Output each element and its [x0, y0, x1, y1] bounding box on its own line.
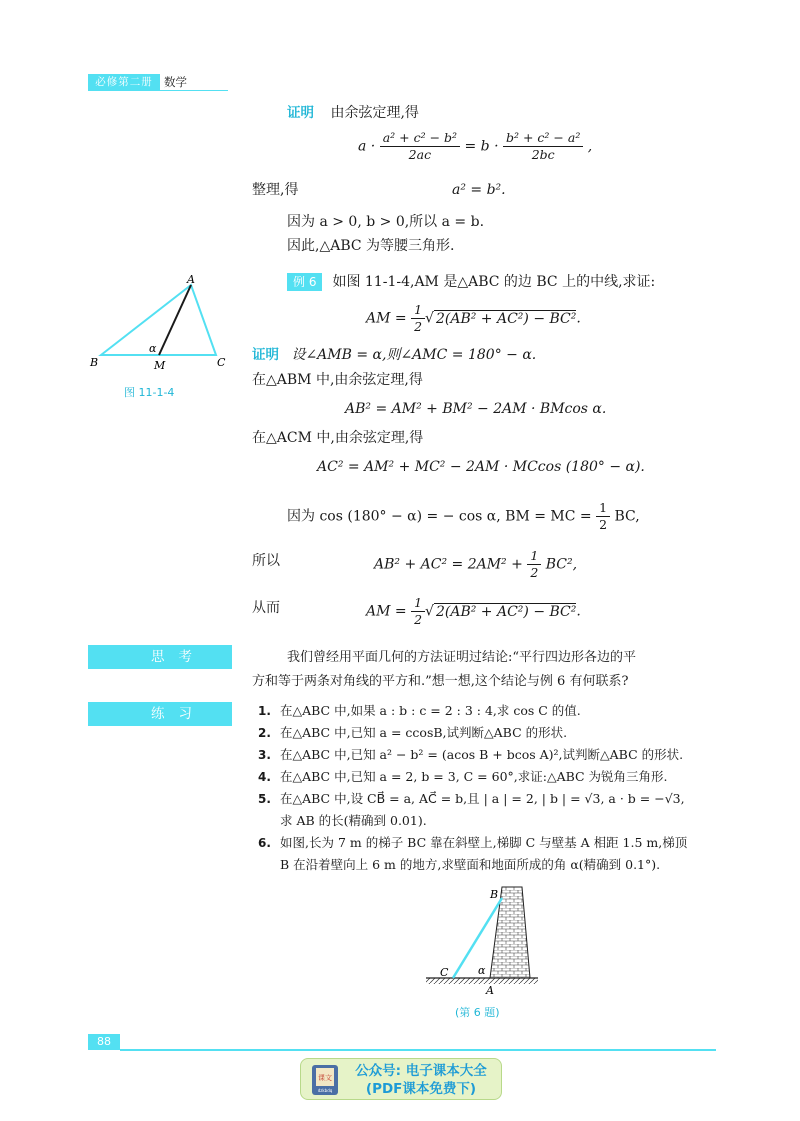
practice-item-1 [258, 700, 728, 722]
practice-item-3 [258, 744, 728, 766]
q6-label-a: A [486, 984, 494, 996]
label-m: M [154, 359, 166, 372]
q6-label-b: B [490, 888, 499, 901]
sqrt-body: 2(AB² + AC²) − BC² [435, 310, 577, 327]
formula-end: . [576, 310, 581, 327]
book-volume-tag: 必修第二册 [88, 74, 160, 90]
line6-b: BC, [614, 508, 640, 525]
proof2-line6 [287, 500, 640, 533]
fraction-1-num: a² + c² − b² [380, 130, 460, 147]
practice-text: 在△ABC 中,已知 a² − b² = (acos B + bcos A)²,试判断△ABC 的形状. [280, 747, 684, 762]
so-equation [374, 548, 577, 581]
so-num: 1 [527, 548, 541, 565]
practice-list [258, 700, 728, 876]
practice-item-2 [258, 722, 728, 744]
line6-num: 1 [596, 500, 610, 517]
hence-end: . [576, 603, 581, 620]
fraction-2-den: 2bc [531, 147, 555, 162]
practice-num: 2. [258, 726, 271, 740]
median-am [159, 285, 191, 355]
hence-label: 从而 [252, 600, 280, 616]
proof-label: 证明 [287, 105, 314, 121]
logo-text-top: 课文 [318, 1074, 332, 1082]
practice-text: 在△ABC 中,已知 a = 2, b = 3, C = 60°,求证:△ABC 为锐角三角形. [280, 769, 668, 784]
hence-num: 1 [411, 595, 425, 612]
practice-num: 6. [258, 836, 271, 850]
label-alpha: α [149, 342, 157, 355]
half-fraction [411, 302, 425, 335]
proof2-line4: 在△ACM 中,由余弦定理,得 [252, 430, 424, 446]
proof1-intro-line [287, 103, 419, 123]
watermark-banner [300, 1058, 502, 1100]
proof1-intro: 由余弦定理,得 [330, 105, 419, 121]
q6-label-c: C [440, 966, 449, 979]
proof1-equation [358, 130, 592, 163]
watermark-line1: 公众号: 电子课本大全 [355, 1063, 487, 1079]
practice-section-bar: 练习 [88, 702, 232, 726]
hence-left: AM = [366, 603, 407, 620]
practice-item-6 [258, 832, 728, 876]
watermark-text [343, 1062, 499, 1098]
fraction-1-den: 2ac [408, 147, 432, 162]
proof-label-2: 证明 [252, 347, 279, 363]
example6-formula: AM = $\frac{1}{2}$ √ 2(AB² + AC²) − BC². [366, 302, 581, 334]
label-c: C [217, 356, 226, 369]
line6-fraction [596, 500, 610, 533]
proof2-line1-text: 设∠AMB = α,则∠AMC = 180° − α. [291, 347, 537, 363]
q6-caption: (第 6 题) [455, 1006, 500, 1019]
book-logo-icon [311, 1064, 339, 1096]
practice-text-cont: B 在沿着壁向上 6 m 的地方,求壁面和地面所成的角 α(精确到 0.1°). [280, 857, 661, 872]
triangle-figure-11-1-4 [88, 272, 238, 372]
practice-text: 在△ABC 中,如果 a : b : c = 2 : 3 : 4,求 cos C 的值. [280, 703, 581, 718]
hence-den: 2 [414, 612, 423, 627]
practice-num: 1. [258, 704, 271, 718]
proof2-line5: AC² = AM² + MC² − 2AM · MCcos (180° − α). [317, 459, 645, 475]
fraction-2-num: b² + c² − a² [503, 130, 583, 147]
proof2-line3: AB² = AM² + BM² − 2AM · BMcos α. [345, 401, 607, 417]
think-section-bar: 思考 [88, 645, 232, 669]
q6-label-alpha: α [478, 964, 486, 977]
think-line1: 我们曾经用平面几何的方法证明过结论:“平行四边形各边的平 [287, 650, 637, 665]
so-den: 2 [530, 565, 539, 580]
practice-item-4 [258, 766, 728, 788]
eq-left: a · [358, 138, 376, 155]
half-num: 1 [411, 302, 425, 319]
subject-label: 数学 [164, 75, 187, 89]
practice-num: 4. [258, 770, 271, 784]
hence-sqrt-body: 2(AB² + AC²) − BC² [435, 603, 577, 620]
proof2-line1 [252, 345, 536, 365]
triangle-abc [101, 285, 216, 355]
line6-den: 2 [599, 517, 608, 532]
so-fraction [527, 548, 541, 581]
watermark-line2: (PDF课本免费下) [365, 1081, 477, 1097]
header-divider [88, 90, 228, 91]
since-line: 因为 a > 0, b > 0,所以 a = b. [287, 214, 485, 230]
example-tag: 例 6 [287, 273, 322, 291]
practice-num: 3. [258, 748, 271, 762]
page-number: 88 [88, 1034, 120, 1050]
footer-divider [120, 1049, 716, 1051]
half-den: 2 [414, 319, 423, 334]
hence-equation: AM = $\frac{1}{2}$ √ 2(AB² + AC²) − BC². [366, 595, 581, 627]
arrange-label: 整理,得 [252, 182, 299, 198]
so-eq-a: AB² + AC² = 2AM² + [374, 556, 523, 573]
logo-text-bottom: dzkbdq [317, 1088, 333, 1093]
think-line2: 方和等于两条对角线的平方和.”想一想,这个结论与例 6 有何联系? [252, 674, 629, 689]
label-b: B [90, 356, 99, 369]
formula-left: AM = [366, 310, 407, 327]
practice-text-cont: 求 AB 的长(精确到 0.01). [280, 813, 427, 828]
label-a: A [187, 273, 195, 286]
eq-end: , [587, 138, 593, 155]
proof2-line2: 在△ABM 中,由余弦定理,得 [252, 372, 423, 388]
practice-item-5 [258, 788, 728, 832]
therefore-line: 因此,△ABC 为等腰三角形. [287, 238, 455, 254]
hence-fraction [411, 595, 425, 628]
figure-caption-11-1-4: 图 11-1-4 [124, 386, 175, 399]
fraction-2 [503, 130, 583, 163]
fraction-1 [380, 130, 460, 163]
arrange-equation: a² = b². [452, 182, 506, 198]
so-eq-b: BC², [545, 556, 578, 573]
so-label: 所以 [252, 553, 280, 569]
ladder-wall-figure [420, 878, 550, 996]
example6-statement: 如图 11-1-4,AM 是△ABC 的边 BC 上的中线,求证: [332, 274, 656, 290]
example6-statement-line [287, 272, 655, 292]
practice-text: 如图,长为 7 m 的梯子 BC 靠在斜壁上,梯脚 C 与壁基 A 相距 1.5 m,梯顶 [280, 835, 688, 850]
practice-text: 在△ABC 中,设 CB⃗ = a, AC⃗ = b,且 | a | = 2, | b | = √3, a · b = −√3, [280, 791, 685, 806]
line6-a: 因为 cos (180° − α) = − cos α, BM = MC = [287, 508, 592, 525]
practice-text: 在△ABC 中,已知 a = ccosB,试判断△ABC 的形状. [280, 725, 568, 740]
eq-mid: = b · [464, 138, 499, 155]
practice-num: 5. [258, 792, 271, 806]
